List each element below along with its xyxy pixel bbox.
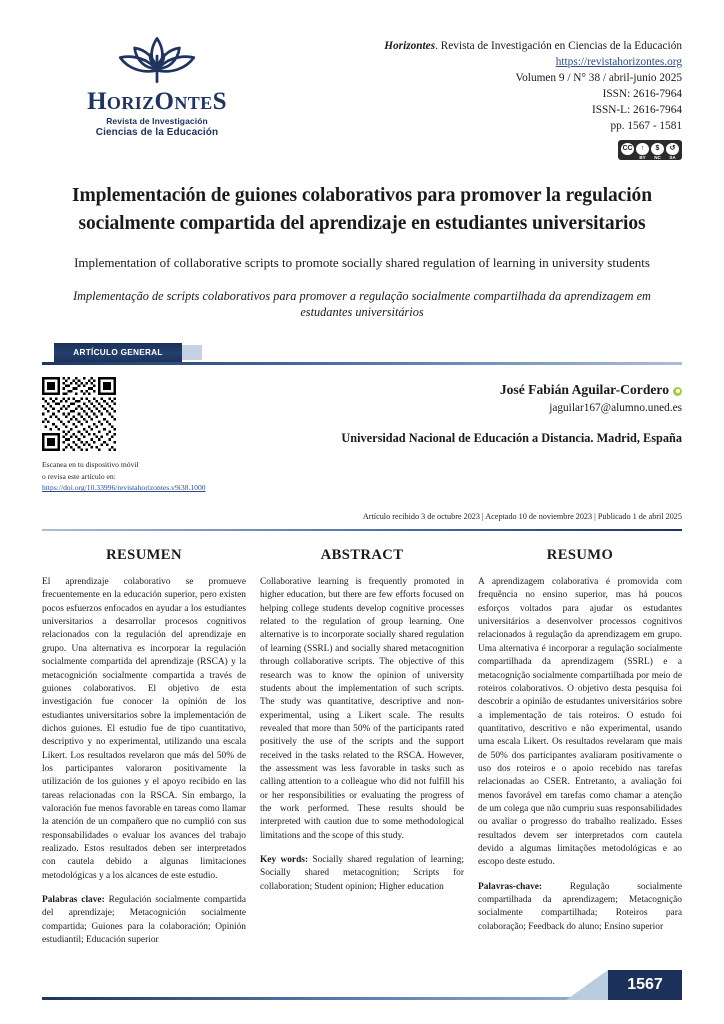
journal-website-line — [272, 54, 682, 70]
cc-sa-icon: ↺ — [666, 143, 679, 156]
page-footer — [0, 962, 724, 1024]
cc-mark-circle: CC — [621, 143, 634, 156]
author-area — [0, 365, 724, 493]
keywords-label-english: Key words: — [260, 854, 309, 865]
keywords-value-spanish: Regulación socialmente compartida del aprendizaje; Metacognición socialmente compartida; Guiones para la colaboración; Opinión estudiantil; Educación superior — [42, 895, 247, 946]
qr-note — [42, 459, 257, 493]
journal-volume: Volumen 9 / N° 38 / abril-junio 2025 — [515, 72, 682, 85]
keywords-spanish — [42, 894, 246, 947]
keywords-value-english: Socially shared regulation of learning; Socially shared metacognition; Scripts for collaboration; Student opinion; Higher education — [260, 854, 464, 892]
abstract-columns — [0, 564, 724, 947]
cc-term-by — [636, 141, 649, 160]
masthead — [0, 0, 724, 160]
footer-triangle — [566, 970, 608, 1000]
abstract-body-spanish: El aprendizaje colaborativo se promueve frecuentemente en la educación superior, pero existen pocos esfuerzos enfocados en ayudar a los estudiantes universitarios a desarrollar procesos cognitivos relacionados con la regulación del aprendizaje en grupo. Una alternativa es incorporar la regulación socialmente compartida del aprendizaje (RSCA) y la metacognición socialmente compartida a través de guiones colaborativos. El objetivo de esta investigación fue conocer la opinión de los estudiantes universitarios sobre la implementación de dichos guiones. El estudio fue de tipo cuantitativo, descriptivo y no experimental, utilizando una escala Likert. Los resultados revelaron que más del 50% de los participantes valoraron positivamente la utilización de los guiones y el apoyo recibido en las tareas relacionadas con la RSCA. Sin embargo, la valoración fue menos favorable en tareas como llamar la atención de un compañero que no cumplió con sus responsabilidades o evaluar los avances del trabajo realizado. Estos resultados deben ser interpretados con cautela debido a algunas limitaciones metodológicas y a los alcances de este estudio. — [42, 577, 246, 881]
journal-issn: ISSN: 2616-7964 — [602, 88, 682, 101]
title-english: Implementation of collaborative scripts to promote socially shared regulation of learning in university students — [74, 254, 650, 270]
creative-commons-badge[interactable] — [618, 140, 682, 160]
cc-by-label: BY — [639, 155, 646, 161]
cc-nc-icon: $ — [651, 143, 664, 156]
journal-title-line — [272, 38, 682, 54]
journal-tagline: . Revista de Investigación en Ciencias de la Educación — [435, 40, 682, 52]
page-title: Implementación de guiones colaborativos para promover la regulación socialmente compartida del aprendizaje en estudiantes universitarios — [72, 185, 652, 234]
qr-note-line-2: o revisa este artículo en: — [42, 471, 116, 481]
cc-by-icon: ↑ — [636, 143, 649, 156]
journal-website-link[interactable]: https://revistahorizontes.org — [555, 56, 682, 69]
abstract-heading-resumen: RESUMEN — [106, 547, 182, 564]
abstract-column-spanish — [42, 576, 246, 947]
logo-subtitle-2: Ciencias de la Educación — [95, 127, 219, 138]
keywords-english — [260, 854, 464, 894]
page-number: 1567 — [608, 970, 682, 1000]
cc-mark-label — [627, 155, 628, 160]
journal-issn-l: ISSN-L: 2616-7964 — [591, 104, 682, 117]
publication-dates: Artículo recibido 3 de octubre 2023 | Aceptado 10 de noviembre 2023 | Publicado 1 de abril 2025 — [362, 511, 682, 521]
abstract-column-english — [260, 576, 464, 947]
article-type-tail — [182, 345, 202, 360]
abstract-headings — [0, 531, 724, 564]
logo-wordmark: HORIZONTES — [87, 88, 227, 115]
journal-metadata — [272, 28, 682, 160]
abstract-body-portuguese: A aprendizagem colaborativa é promovida com frequência no ensino superior, mas há poucos esforços voltados para ajudar os estudantes universitários a desenvolver processos cognitivos relacionados à regulação da aprendizagem em grupo. Uma alternativa é incorporar a regulação socialmente compartilhada da aprendizagem (SSRL) e a metacognição socialmente compartilhada por meio de roteiros colaborativos. O objetivo desta pesquisa foi descobrir a opinião de estudantes universitários sobre a implementação de tais roteiros. O estudo foi quantitativo, descritivo e não experimental, usando uma escala Likert. Os resultados revelaram que mais de 50% dos participantes avaliaram positivamente o uso dos roteiros e o apoio recebido nas tarefas relacionadas ao CSER. Entretanto, a avaliação foi menos favorável em tarefas como chamar a atenção de um colega que não cumpriu suas responsabilidades ou avaliar o progresso do trabalho realizado. Esses resultados devem ser interpretados com cautela devido a algumas limitações metodológicas e ao escopo deste estudo. — [478, 577, 682, 868]
title-portuguese: Implementação de scripts colaborativos para promover a regulação socialmente compartilhada da aprendizagem em estudantes universitários — [73, 288, 651, 320]
title-block — [0, 160, 724, 321]
cc-term-nc — [651, 141, 664, 160]
article-type-badge: ARTÍCULO GENERAL — [54, 343, 182, 362]
abstract-column-portuguese — [478, 576, 682, 947]
cc-sa-label: SA — [669, 155, 676, 161]
keywords-label-spanish: Palabras clave: — [42, 895, 105, 906]
abstract-heading-resumo: RESUMO — [546, 547, 614, 564]
qr-code-icon[interactable] — [42, 377, 116, 451]
journal-logo — [42, 28, 272, 138]
keywords-value-portuguese: Regulação socialmente compartilhada da aprendizagem; Metacognição socialmente compartilhada; Roteiros para colaboração; Feedback do aluno; Ensino superior — [478, 881, 682, 932]
keywords-label-portuguese: Palavras-chave: — [478, 881, 543, 892]
keywords-portuguese — [478, 881, 682, 934]
author-name: José Fabián Aguilar-Cordero — [499, 382, 669, 398]
author-column — [257, 377, 682, 493]
journal-name: Horizontes — [384, 40, 436, 52]
cc-term-sa — [666, 141, 679, 160]
article-type-rule — [42, 362, 682, 365]
author-affiliation: Universidad Nacional de Educación a Distancia. Madrid, España — [341, 431, 682, 446]
author-name-row — [500, 382, 682, 398]
qr-column — [42, 377, 257, 493]
abstract-body-english: Collaborative learning is frequently promoted in higher education, but there are few efforts focused on helping college students develop cognitive processes related to the regulation of group learning. One alternative is to incorporate socially shared regulation of learning (SSRL) and socially shared metacognition through collaborative scripts. The objective of this research was to know the opinion of university students about the implementation of such scripts. The study was quantitative, descriptive and non-experimental, using a Likert scale. The results revealed that more than 50% of the participants rated positively the use of the scripts and the support received in the tasks related to the RSCA. However, the assessment was less favorable in tasks such as calling attention to a colleague who did not fulfill his or her responsibilities or evaluating the progress of the work performed. These results should be interpreted with caution due to some methodological limitations and the scope of this study. — [260, 577, 464, 841]
cc-mark — [621, 141, 634, 160]
lotus-flower-icon — [109, 32, 205, 88]
logo-subtitle-1: Revista de Investigación — [106, 116, 208, 126]
doi-link[interactable]: https://doi.org/10.33996/revistahorizontes.v9i38.1000 — [42, 483, 206, 493]
orcid-icon[interactable] — [673, 387, 682, 396]
author-email: jaguilar167@alumno.uned.es — [549, 402, 682, 415]
article-type-bar — [42, 343, 682, 365]
journal-pages: pp. 1567 - 1581 — [610, 120, 682, 133]
cc-nc-label: NC — [654, 155, 661, 161]
abstract-heading-abstract: ABSTRACT — [320, 547, 404, 564]
qr-note-line-1: Escanea en tu dispositivo móvil — [42, 460, 139, 470]
